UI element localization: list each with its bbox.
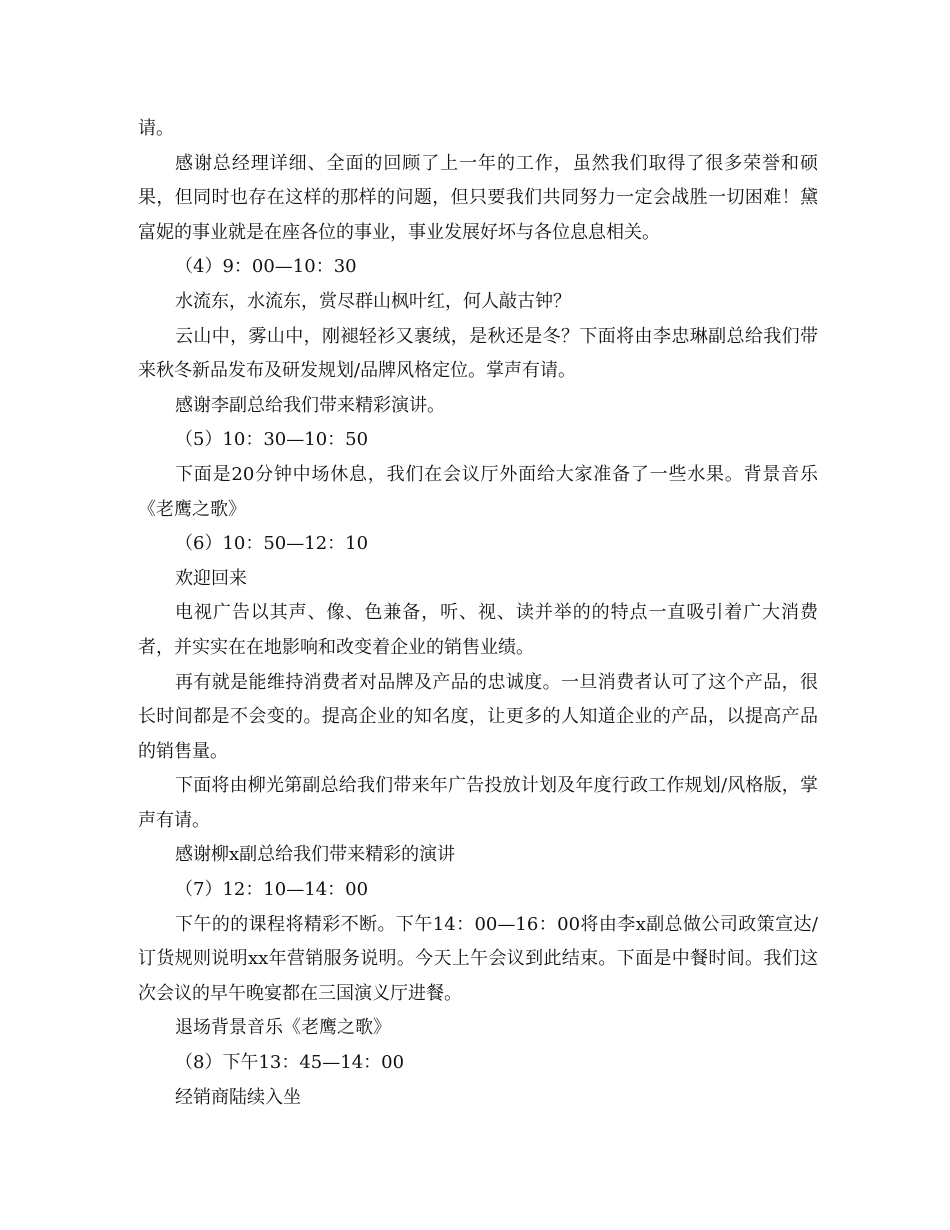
- paragraph: 电视广告以其声、像、色兼备，听、视、读并举的的特点一直吸引着广大消费者，并实实在在地影响和改变着企业的销售业绩。: [138, 602, 818, 658]
- paragraph: 下午的的课程将精彩不断。下午14：00—16：00将由李x副总做公司政策宣达/订货规则说明xx年营销服务说明。今天上午会议到此结束。下面是中餐时间。我们这次会议的早午晚宴都在三国演义厅进餐。: [138, 913, 818, 1004]
- paragraph: 感谢李副总给我们带来精彩演讲。: [175, 394, 445, 416]
- section-time-heading: （7）12：10—14：00: [175, 879, 369, 901]
- paragraph: 下面将由柳光第副总给我们带来年广告投放计划及年度行政工作规划/风格版，掌声有请。: [138, 775, 818, 831]
- section-time-heading: （6）10：50—12：10: [175, 533, 369, 555]
- paragraph: 感谢总经理详细、全面的回顾了上一年的工作，虽然我们取得了很多荣誉和硕果，但同时也存在这样的那样的问题，但只要我们共同努力一定会战胜一切困难！黛富妮的事业就是在座各位的事业，事业发展好坏与各位息息相关。: [138, 152, 818, 243]
- paragraph: 再有就是能维持消费者对品牌及产品的忠诚度。一旦消费者认可了这个产品，很长时间都是不会变的。提高企业的知名度，让更多的人知道企业的产品，以提高产品的销售量。: [138, 671, 818, 762]
- paragraph: 云山中，雾山中，刚褪轻衫又裹绒，是秋还是冬？下面将由李忠琳副总给我们带来秋冬新品发布及研发规划/品牌风格定位。掌声有请。: [138, 325, 818, 382]
- paragraph: 经销商陆续入坐: [175, 1086, 301, 1108]
- document-body: [138, 112, 818, 1115]
- paragraph: 感谢柳x副总给我们带来精彩的演讲: [175, 844, 456, 866]
- paragraph: 下面是20分钟中场休息，我们在会议厅外面给大家准备了一些水果。背景音乐《老鹰之歌》: [138, 463, 818, 520]
- paragraph: 请。: [138, 118, 174, 139]
- paragraph: 欢迎回来: [175, 567, 247, 589]
- paragraph: 水流东，水流东，赏尽群山枫叶红，何人敲古钟？: [175, 290, 571, 312]
- paragraph: 退场背景音乐《老鹰之歌》: [175, 1017, 391, 1039]
- section-time-heading: （5）10：30—10：50: [175, 429, 369, 451]
- section-time-heading: （4）9：00—10：30: [175, 256, 357, 278]
- section-time-heading: （8）下午13：45—14：00: [175, 1052, 405, 1074]
